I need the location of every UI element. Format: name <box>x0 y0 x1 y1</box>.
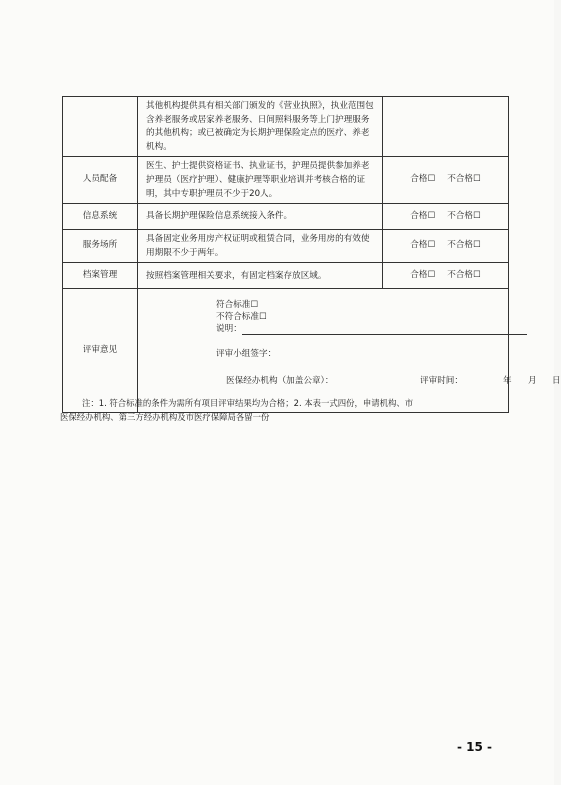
opinion-cell <box>138 289 561 413</box>
table-row <box>63 97 509 157</box>
pass-checkbox[interactable]: 合格☐ <box>410 270 436 281</box>
result-cell <box>383 157 509 204</box>
footnote <box>60 396 502 424</box>
year-label: 年 <box>503 376 512 387</box>
table-row <box>63 204 509 230</box>
fail-checkbox[interactable]: 不合格☐ <box>447 270 481 281</box>
page-number: - 15 - <box>457 740 493 754</box>
table-row-review-opinion <box>63 289 509 413</box>
month-label: 月 <box>528 376 537 387</box>
table-row <box>63 263 509 289</box>
table-row <box>63 157 509 204</box>
review-form-table <box>62 96 561 413</box>
row-label: 人员配备 <box>63 157 138 204</box>
requirement-text: 其他机构提供具有相关部门颁发的《营业执照》，执业范围包含养老服务或居家养老服务、日间照料服务等上门护理服务的其他机构；或已被确定为长期护理保险定点的医疗、养老机构。 <box>138 97 383 157</box>
explanation-label: 说明： <box>216 324 242 335</box>
day-label: 日 <box>552 376 561 387</box>
requirement-text: 按照档案管理相关要求，有固定档案存放区域。 <box>138 263 383 289</box>
panel-signature-label: 评审小组签字： <box>216 349 277 360</box>
meets-standard-checkbox[interactable]: 符合标准☐ <box>216 300 259 311</box>
pass-checkbox[interactable]: 合格☐ <box>410 210 436 221</box>
table-row <box>63 230 509 263</box>
result-cell <box>383 230 509 263</box>
row-label: 服务场所 <box>63 230 138 263</box>
not-meets-standard-checkbox[interactable]: 不符合标准☐ <box>216 312 267 323</box>
explanation-field[interactable] <box>216 323 527 335</box>
requirement-text: 具备长期护理保险信息系统接入条件。 <box>138 204 383 230</box>
footnote-line-2: 医保经办机构、第三方经办机构及市医疗保障局各留一份 <box>60 412 270 422</box>
review-time-label: 评审时间： <box>420 376 463 387</box>
row-label: 信息系统 <box>63 204 138 230</box>
pass-checkbox[interactable]: 合格☐ <box>410 174 436 185</box>
row-label: 评审意见 <box>63 289 138 413</box>
requirement-text: 具备固定业务用房产权证明或租赁合同，业务用房的有效使用期限不少于两年。 <box>138 230 383 263</box>
result-cell-empty <box>383 97 509 157</box>
result-cell <box>383 204 509 230</box>
footnote-line-1: 注：1. 符合标准的条件为需所有项目评审结果均为合格；2. 本表一式四份，申请机构、市 <box>82 398 414 408</box>
agency-seal-label: 医保经办机构（加盖公章）： <box>226 376 334 387</box>
result-cell <box>383 263 509 289</box>
explanation-underline <box>242 325 527 335</box>
row-label-empty <box>63 97 138 157</box>
row-label: 档案管理 <box>63 263 138 289</box>
fail-checkbox[interactable]: 不合格☐ <box>447 174 481 185</box>
fail-checkbox[interactable]: 不合格☐ <box>447 240 481 251</box>
fail-checkbox[interactable]: 不合格☐ <box>447 210 481 221</box>
pass-checkbox[interactable]: 合格☐ <box>410 240 436 251</box>
requirement-text: 医生、护士提供资格证书、执业证书，护理员提供参加养老护理员（医疗护理）、健康护理等职业培训并考核合格的证明，其中专职护理员不少于20人。 <box>138 157 383 204</box>
